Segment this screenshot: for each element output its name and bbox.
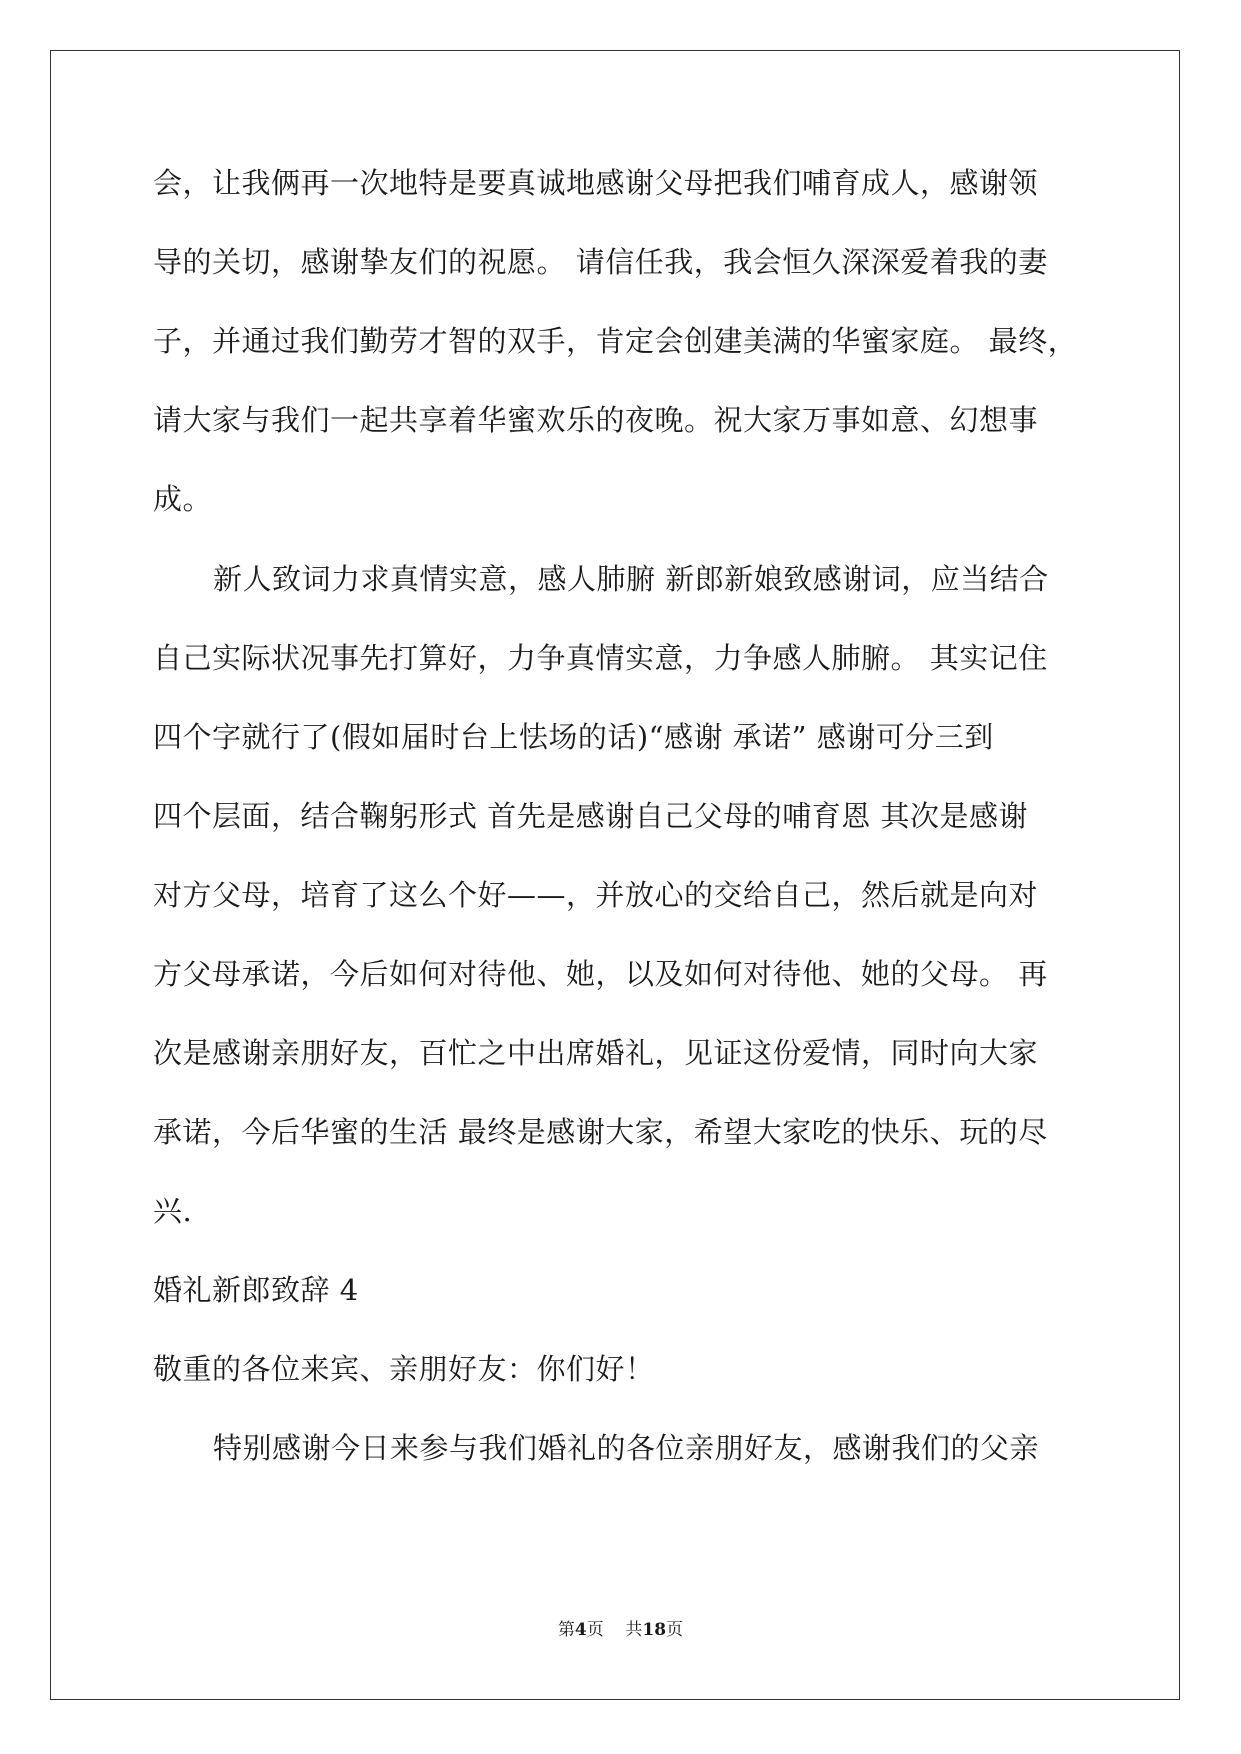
paragraph-line: 兴. [153,1194,193,1228]
page-footer [0,1618,1241,1642]
page-prefix: 第 [557,1620,575,1640]
paragraph-line: 请大家与我们一起共享着华蜜欢乐的夜晚。祝大家万事如意、幻想事 [153,403,1039,437]
paragraph-line: 新人致词力求真情实意，感人肺腑 新郎新娘致感谢词，应当结合 [213,562,1049,596]
paragraph-line: 成。 [153,482,213,516]
paragraph-line: 四个字就行了(假如届时台上怯场的话)“感谢 承诺” 感谢可分三到 [153,720,994,754]
total-suffix: 页 [666,1620,684,1640]
paragraph-line: 四个层面，结合鞠躬形式 首先是感谢自己父母的哺育恩 其次是感谢 [153,799,1028,833]
paragraph-line: 特别感谢今日来参与我们婚礼的各位亲朋好友，感谢我们的父亲 [213,1431,1040,1465]
paragraph-line: 子，并通过我们勤劳才智的双手，肯定会创建美满的华蜜家庭。 最终， [153,324,1078,358]
paragraph-line: 对方父母，培育了这么个好——，并放心的交给自己，然后就是向对 [153,878,1039,912]
paragraph-line: 次是感谢亲朋好友，百忙之中出席婚礼，见证这份爱情，同时向大家 [153,1036,1039,1070]
paragraph-line: 会，让我俩再一次地特是要真诚地感谢父母把我们哺育成人，感谢领 [153,166,1039,200]
paragraph-line: 方父母承诺，今后如何对待他、她，以及如何对待他、她的父母。 再 [153,957,1048,991]
paragraph-line: 承诺，今后华蜜的生活 最终是感谢大家，希望大家吃的快乐、玩的尽 [153,1115,1048,1149]
section-heading: 婚礼新郎致辞 4 [153,1273,359,1307]
page-suffix: 页 [586,1620,604,1640]
paragraph-line: 自己实际状况事先打算好，力争真情实意，力争感人肺腑。 其实记住 [153,641,1048,675]
total-pages: 18 [642,1620,667,1640]
page-number: 4 [574,1620,587,1640]
paragraph-line: 导的关切，感谢挚友们的祝愿。 请信任我，我会恒久深深爱着我的妻 [153,245,1048,279]
total-prefix: 共 [625,1620,643,1640]
greeting-line: 敬重的各位来宾、亲朋好友：你们好！ [153,1352,655,1386]
